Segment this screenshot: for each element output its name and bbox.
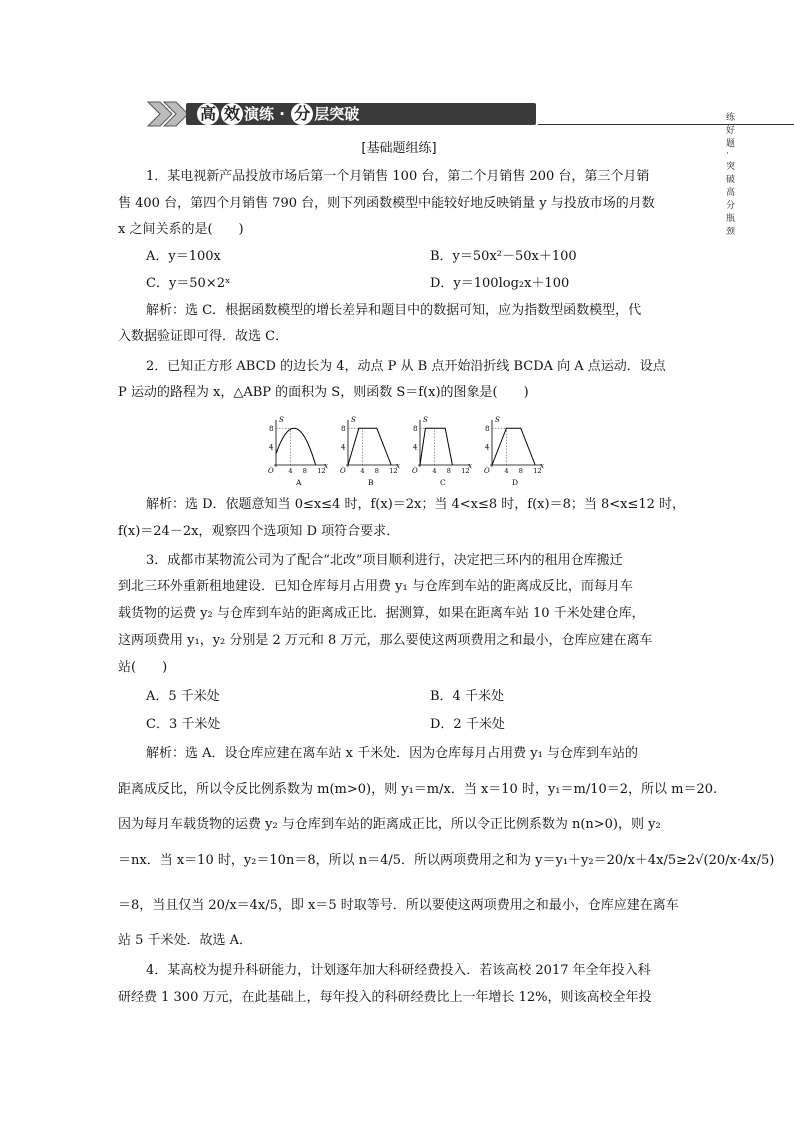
q1-option-d: D．y＝100log₂x＋100 [430,276,570,291]
q3-solution-3: 因为每月车载货物的运费 y₂ 与仓库到车站的距离成正比，所以令正比例系数为 n(n>0)，则 y₂ [118,817,661,832]
graph-y-tick: 8 [413,425,418,434]
banner-underline [538,124,794,125]
q3-line-3: 载货物的运费 y₂ 与仓库到车站的距离成正比．据测算，如果在距离车站 10 千米处建仓库， [118,606,645,621]
graph-x-label: x [468,462,472,470]
graph-s-label: S [495,416,500,424]
q3-line-1: 3．成都市某物流公司为了配合“北改”项目顺利进行，决定把三环内的租用仓库搬迁 [146,553,623,568]
q1-option-b: B．y＝50x²－50x＋100 [430,249,577,264]
graph-curve [276,428,316,465]
q1-option-a: A．y＝100x [146,249,221,264]
q3-solution-5: ＝8，当且仅当 20/x＝4x/5，即 x＝5 时取等号．所以要使这两项费用之和最小，仓库应建在离车 [118,898,679,913]
banner-title-e: 层突破 [314,105,360,123]
q1-line-3: x 之间关系的是( ) [118,222,244,237]
graph-x-tick: 12 [389,467,398,475]
q3-line-5: 站( ) [118,660,168,675]
section-title: [基础题组练] [361,141,437,156]
q4-line-1: 4．某高校为提升科研能力，计划逐年加大科研经费投入．若该高校 2017 年全年投入科 [146,963,651,978]
q1-solution-1: 解析：选 C．根据函数模型的增长差异和题目中的数据可知，应为指数型函数模型，代 [146,303,642,318]
q3-solution-6: 站 5 千米处．故选 A． [118,933,253,948]
q3-solution-2: 距离成反比，所以令反比例系数为 m(m>0)，则 y₁＝m/x．当 x＝10 时，y₁＝m/10＝2，所以 m＝20. [118,782,718,797]
q1-line-2: 售 400 台，第四个月销售 790 台，则下列函数模型中能较好地反映销量 y 与投放市场的月数 [118,196,655,211]
graph-caption: D [512,478,519,487]
graph-y-tick: 8 [269,425,274,434]
graph-origin-label: O [268,467,274,475]
banner-right-text: 练好题 · 突破高分瓶颈 [726,113,736,237]
graph-y-tick: 8 [485,425,490,434]
graph-caption: B [368,478,374,487]
q2-line-1: 2．已知正方形 ABCD 的边长为 4，动点 P 从 B 点开始沿折线 BCDA 向 A 点运动．设点 [146,359,666,374]
q4-line-2: 研经费 1 300 万元，在此基础上，每年投入的科研经费比上一年增长 12%，则该高校全年投 [118,990,652,1005]
q3-line-2: 到北三环外重新租地建设．已知仓库每月占用费 y₁ 与仓库到车站的距离成反比，而每月车 [118,579,633,594]
q1-line-1: 1．某电视新产品投放市场后第一个月销售 100 台，第二个月销售 200 台，第三个月销 [146,169,650,184]
graph-x-tick: 12 [533,467,542,475]
q2-figures [266,410,556,490]
q3-option-d: D．2 千米处 [430,717,505,732]
graph-x-tick: 4 [360,467,365,475]
graph-curve [492,428,535,465]
banner-title-a: 高 [197,103,219,125]
q3-solution-1: 解析：选 A．设仓库应建在离车站 x 千米处．因为仓库每月占用费 y₁ 与仓库到车站的 [146,746,638,761]
graph-x-tick: 4 [432,467,437,475]
graph-s-label: S [423,416,428,424]
banner-title [186,103,536,125]
q3-option-a: A．5 千米处 [146,689,220,704]
graph-x-tick: 12 [317,467,326,475]
banner-title-b: 效 [221,103,243,125]
graph-x-tick: 8 [302,467,307,475]
graph-x-tick: 8 [446,467,451,475]
q2-solution-1: 解析：选 D．依题意知当 0≤x≤4 时，f(x)＝2x；当 4<x≤8 时，f(x)＝8；当 8<x≤12 时， [146,497,686,512]
graph-curve [420,428,452,465]
q3-option-c: C．3 千米处 [146,717,221,732]
graph-x-tick: 4 [288,467,293,475]
graph-y-tick: 4 [413,443,418,452]
graph-x-label: x [540,462,544,470]
graph-origin-label: O [412,467,418,475]
graph-caption: A [296,478,302,487]
graph-y-tick: 4 [485,443,490,452]
graph-curve [348,428,391,465]
graph-y-tick: 8 [341,425,346,434]
graph-x-label: x [396,462,400,470]
graph-y-tick: 4 [341,443,346,452]
q3-line-4: 这两项费用 y₁，y₂ 分别是 2 万元和 8 万元，那么要使这两项费用之和最小，仓库应建在离车 [118,633,653,648]
graph-x-tick: 8 [518,467,523,475]
graph-y-tick: 4 [269,443,274,452]
q2-solution-2: f(x)＝24－2x，观察四个选项知 D 项符合要求． [118,524,400,539]
q1-option-c: C．y＝50×2ˣ [146,276,231,291]
graph-origin-label: O [340,467,346,475]
q1-solution-2: 入数据验证即可得．故选 C． [118,329,289,344]
graph-origin-label: O [484,467,490,475]
q3-option-b: B．4 千米处 [430,689,504,704]
graph-x-tick: 8 [374,467,379,475]
banner-title-d: 分 [291,103,313,125]
q3-solution-4: ＝nx．当 x＝10 时，y₂＝10n＝8，所以 n＝4/5．所以两项费用之和为 y＝y₁＋y₂＝20/x＋4x/5≥2√(20/x·4x/5) [118,853,775,868]
banner-title-c: 演练 · [244,105,291,123]
graph-s-label: S [279,416,284,424]
graph-x-tick: 12 [461,467,470,475]
graph-x-tick: 4 [504,467,509,475]
graph-caption: C [440,478,446,487]
graph-x-label: x [324,462,328,470]
graph-s-label: S [351,416,356,424]
q2-line-2: P 运动的路程为 x，△ABP 的面积为 S，则函数 S＝f(x)的图象是( ) [118,385,529,400]
